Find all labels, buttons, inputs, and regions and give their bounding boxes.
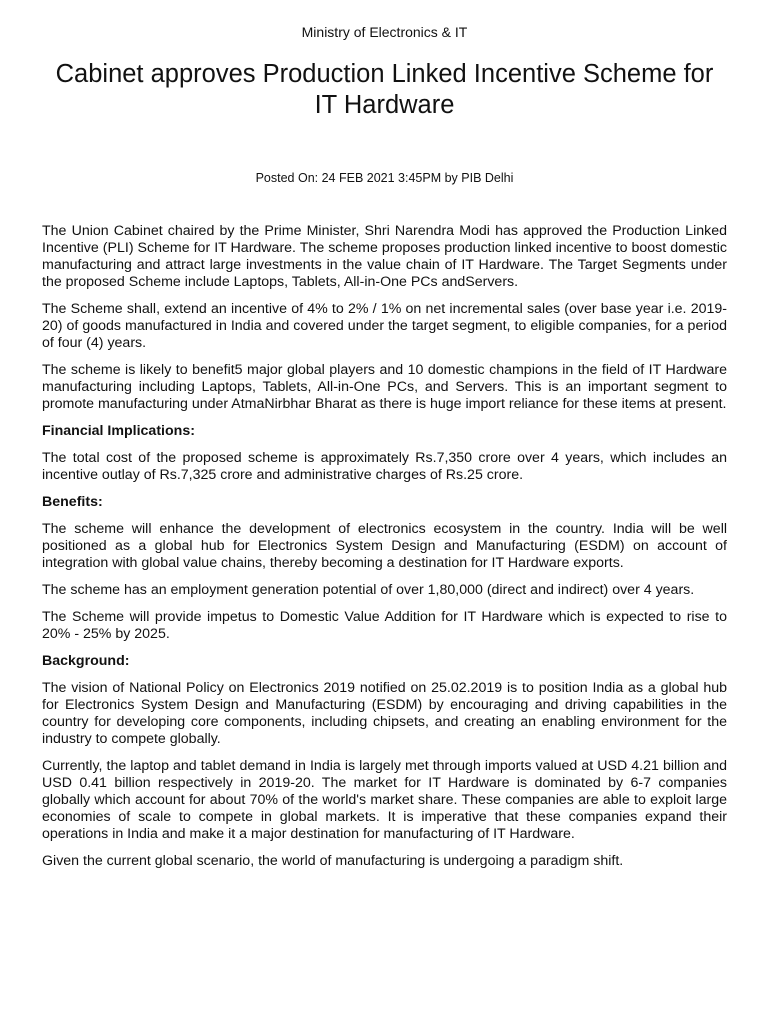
paragraph: Given the current global scenario, the world of manufacturing is undergoing a paradigm shift.	[42, 853, 624, 869]
paragraph: The Scheme will provide impetus to Domestic Value Addition for IT Hardware which is expected to rise to 20% - 25% by 2025.	[42, 609, 727, 642]
article-body	[42, 223, 727, 870]
section-heading-benefits: Benefits:	[42, 494, 103, 510]
paragraph: The total cost of the proposed scheme is approximately Rs.7,350 crore over 4 years, which includes an incentive outlay of Rs.7,325 crore and administrative charges of Rs.25 crore.	[42, 450, 727, 483]
paragraph: The Scheme shall, extend an incentive of 4% to 2% / 1% on net incremental sales (over base year i.e. 2019-20) of goods manufactured in India and covered under the target segment, to eligible companies, for a period of four (4) years.	[42, 301, 727, 351]
paragraph: The Union Cabinet chaired by the Prime Minister, Shri Narendra Modi has approved the Production Linked Incentive (PLI) Scheme for IT Hardware. The scheme proposes production linked incentive to boost domestic manufacturing and attract large investments in the value chain of IT Hardware. The Target Segments under the proposed Scheme include Laptops, Tablets, All-in-One PCs andServers.	[42, 223, 727, 290]
section-heading-financial: Financial Implications:	[42, 423, 195, 439]
paragraph: Currently, the laptop and tablet demand in India is largely met through imports valued at USD 4.21 billion and USD 0.41 billion respectively in 2019-20. The market for IT Hardware is dominated by 6-7 companies globally which account for about 70% of the world's market share. These companies are able to exploit large economies of scale to compete in global markets. It is imperative that these companies expand their operations in India and make it a major destination for manufacturing of IT Hardware.	[42, 758, 727, 842]
section-heading-background: Background:	[42, 653, 130, 669]
page-title: Cabinet approves Production Linked Incentive Scheme for IT Hardware	[55, 60, 714, 119]
ministry-name: Ministry of Electronics & IT	[301, 24, 468, 40]
paragraph: The scheme is likely to benefit5 major global players and 10 domestic champions in the field of IT Hardware manufacturing including Laptops, Tablets, All-in-One PCs, and Servers. This is an important segment to promote manufacturing under AtmaNirbhar Bharat as there is huge import reliance for these items at present.	[42, 362, 727, 412]
paragraph: The scheme will enhance the development of electronics ecosystem in the country. India will be well positioned as a global hub for Electronics System Design and Manufacturing (ESDM) on account of integration with global value chains, thereby becoming a destination for IT Hardware exports.	[42, 521, 727, 571]
posted-on: Posted On: 24 FEB 2021 3:45PM by PIB Delhi	[255, 171, 514, 185]
paragraph: The scheme has an employment generation potential of over 1,80,000 (direct and indirect) over 4 years.	[42, 582, 695, 598]
paragraph: The vision of National Policy on Electronics 2019 notified on 25.02.2019 is to position India as a global hub for Electronics System Design and Manufacturing (ESDM) by encouraging and driving capabilities in the country for developing core components, including chipsets, and creating an enabling environment for the industry to compete globally.	[42, 680, 727, 747]
